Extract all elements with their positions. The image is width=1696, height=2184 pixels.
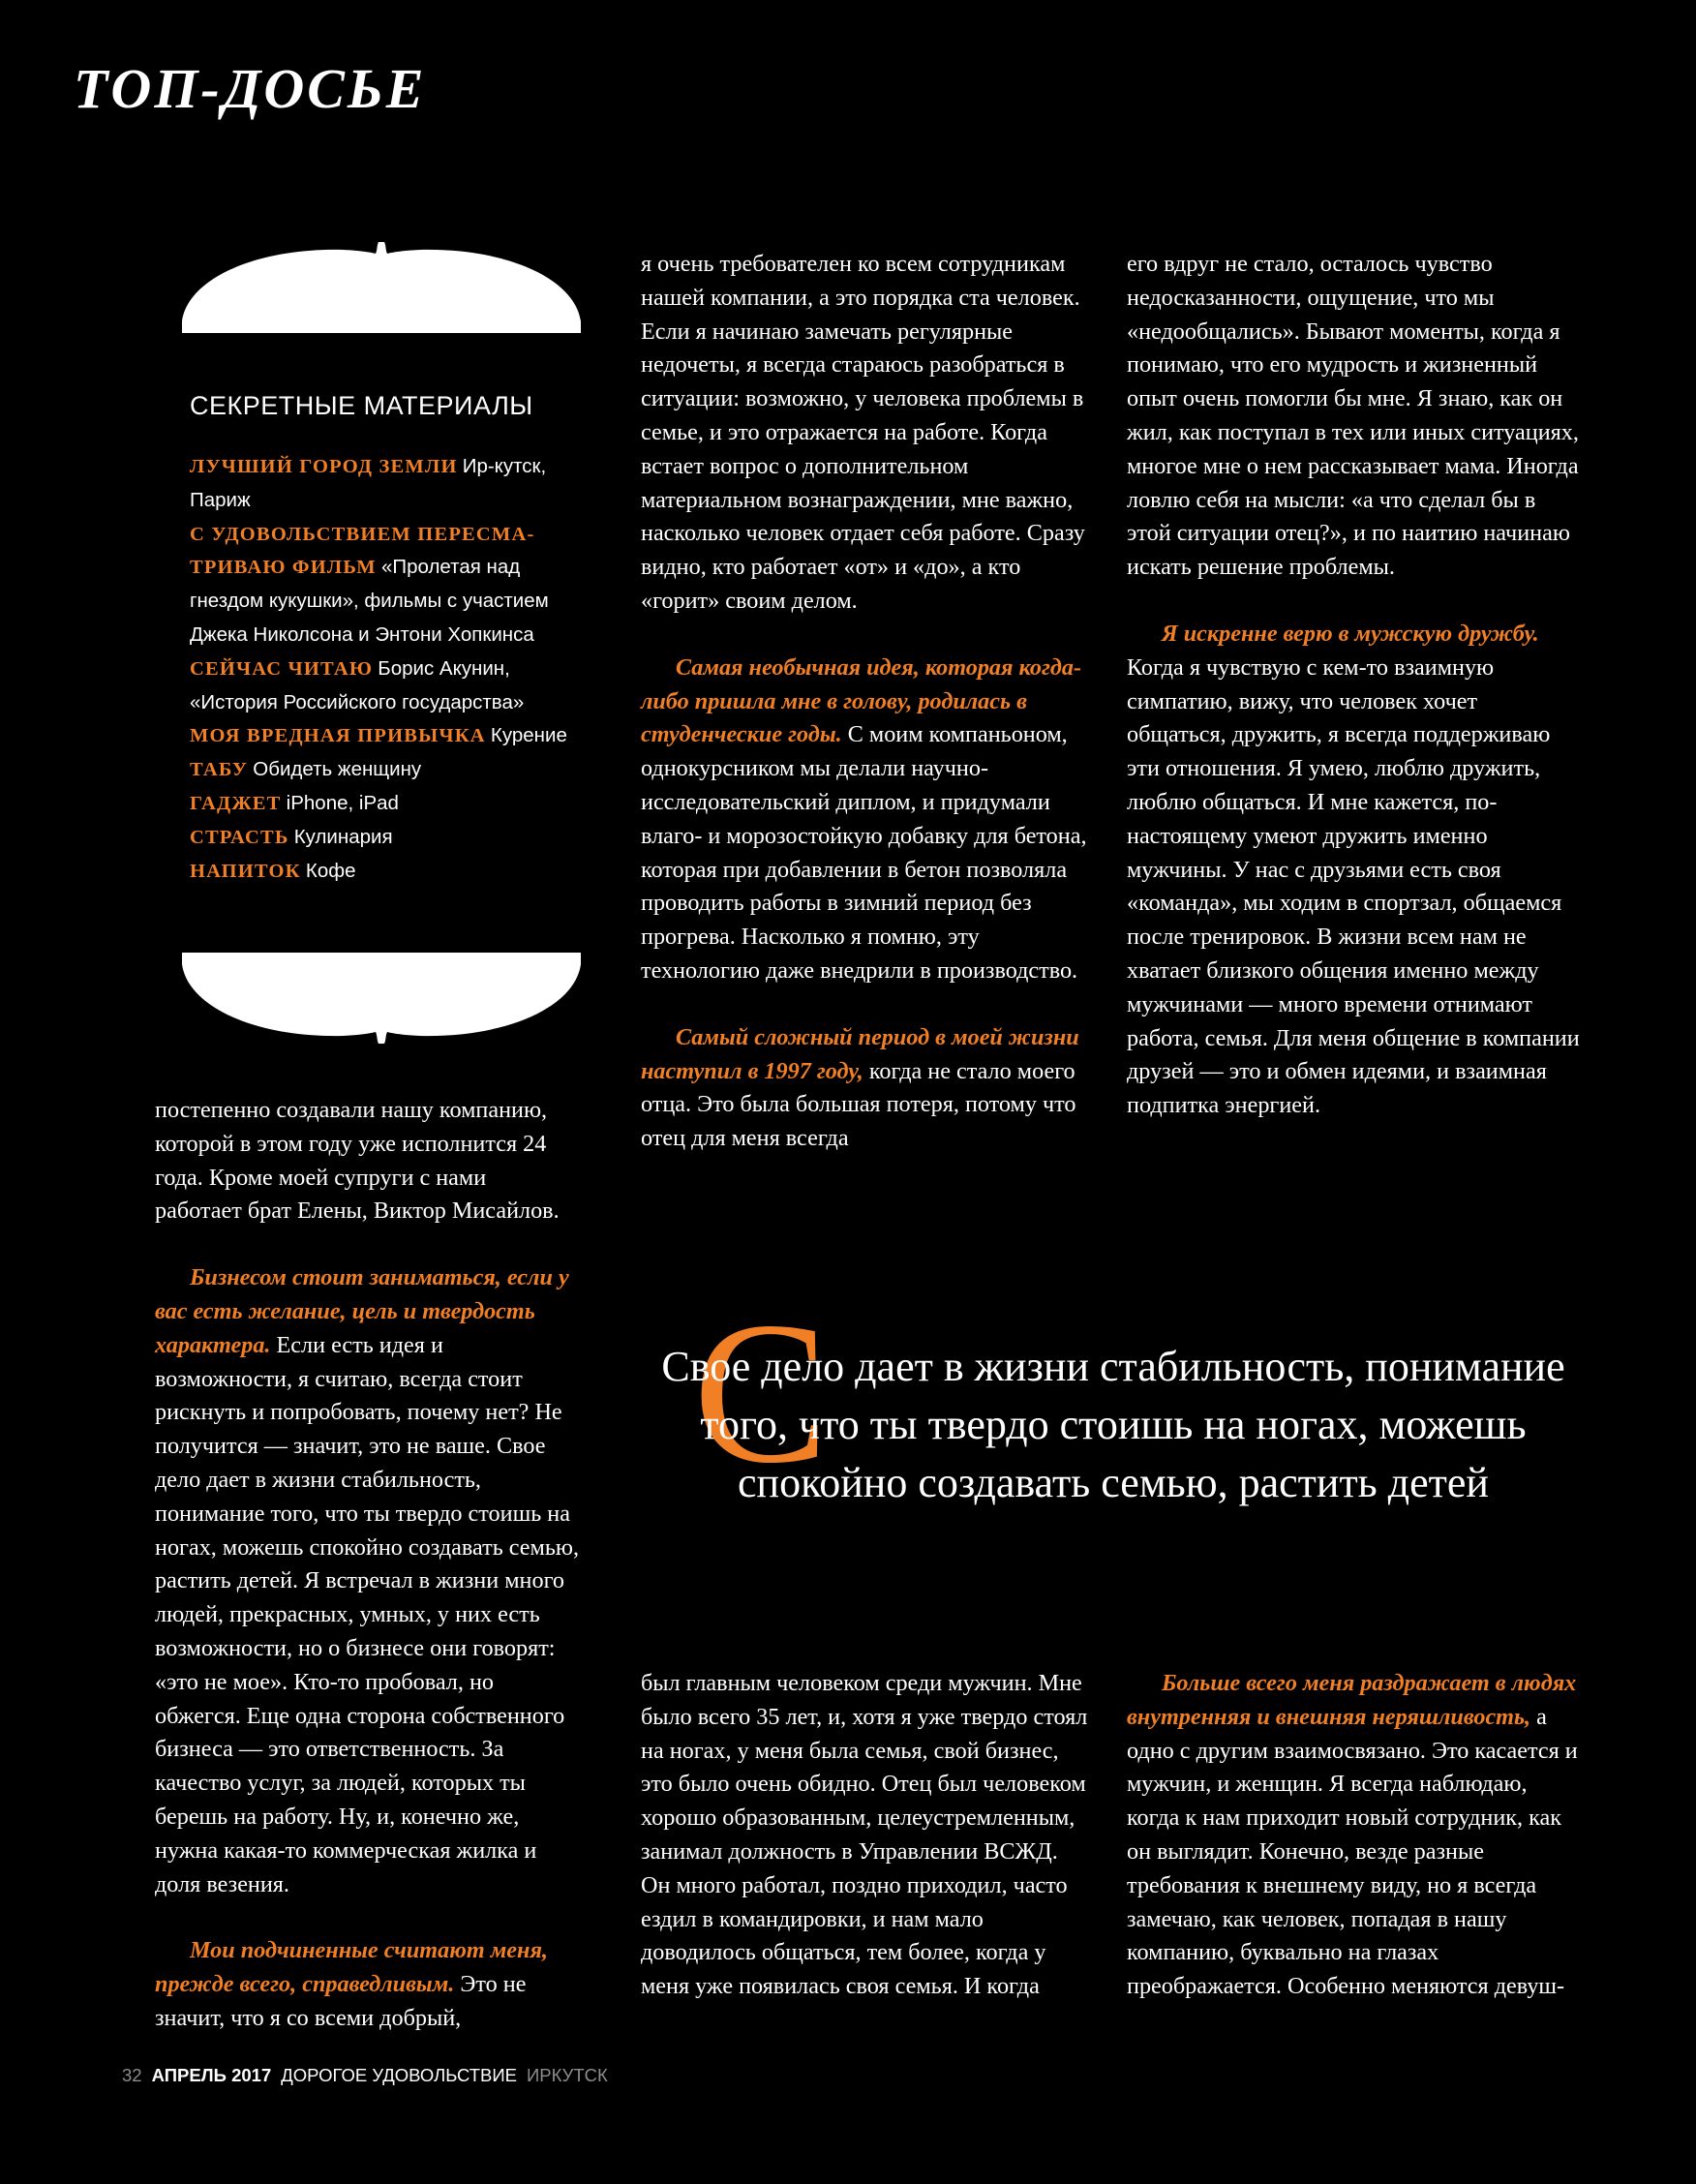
paragraph bbox=[155, 1934, 579, 2035]
fact-item bbox=[190, 450, 596, 518]
paragraph-text: Если есть идея и возможности, я считаю, всегда стоит рискнуть и попробовать, почему нет? Не получится — значит, это не ваше. Свое дело дает в жизни стабильность, понимание того, что ты твердо стоишь на ногах, можешь спокойно создавать семью, растить детей. Я встречал в жизни много людей, прекрасных, умных, у них есть возможности, но о бизнесе они говорят: «это не мое». Кто-то пробовал, но обжегся. Еще одна сторона собственного бизнеса — это ответственность. За качество услуг, за людей, которых ты берешь на работу. Ну, и, конечно же, нужна какая-то коммерческая жилка и доля везения. bbox=[155, 1331, 579, 1897]
facts-list bbox=[190, 450, 596, 888]
fact-key: ГАДЖЕТ bbox=[190, 792, 282, 814]
paragraph-lead: Самый сложный период в моей жизни наступил в 1997 году, bbox=[641, 1023, 1079, 1084]
fact-value: «Пролетая над гнездом кукушки», фильмы с участием Джека Николсона и Энтони Хопкинса bbox=[190, 556, 549, 646]
ornament-bottom bbox=[182, 953, 581, 1046]
issue-date: АПРЕЛЬ 2017 bbox=[151, 2065, 272, 2085]
pull-quote-text: Свое дело дает в жизни стабильность, понимание того, что ты твердо стоишь на ногах, можешь спокойно создавать семью, растить детей bbox=[661, 1343, 1565, 1506]
fact-item bbox=[190, 855, 596, 889]
page-footer bbox=[122, 2065, 608, 2086]
paragraph-lead: Бизнесом стоит заниматься, если у вас есть желание, цель и твердость характера. bbox=[155, 1264, 569, 1358]
fact-item bbox=[190, 719, 596, 753]
magazine-name: ДОРОГОЕ УДОВОЛЬСТВИЕ bbox=[281, 2065, 517, 2085]
paragraph-lead: Мои подчиненные считают меня, прежде всего, справедливым. bbox=[155, 1937, 548, 1998]
paragraph: его вдруг не стало, осталось чувство недосказанности, ощущение, что мы «недообщались». Бывают моменты, когда я понимаю, что его мудрость и жизненный опыт очень помогли бы мне. Я знаю, как он жил, как поступал в тех или иных ситуациях, многое мне о нем рассказывает мама. Иногда ловлю себя на мысли: «а что сделал бы в этой ситуации отец?», и по наитию начинаю искать решение проблемы. bbox=[1127, 251, 1579, 581]
paragraph-text: а одно с другим взаимосвязано. Это касается и мужчин, и женщин. Я всегда наблюдаю, когда к нам приходит новый сотрудник, как он выглядит. Конечно, везде разные требования к внешнему виду, но я всегда замечаю, как человек, попадая в нашу компанию, буквально на глазах преображается. Особенно меняются девуш- bbox=[1127, 1703, 1578, 2000]
fact-key: С УДОВОЛЬСТВИЕМ ПЕРЕСМА-ТРИВАЮ ФИЛЬМ bbox=[190, 523, 535, 579]
fact-key: ЛУЧШИЙ ГОРОД ЗЕМЛИ bbox=[190, 456, 458, 477]
fact-item bbox=[190, 787, 596, 821]
paragraph-text: когда не стало моего отца. Это была большая потеря, потому что отец для меня всегда bbox=[641, 1057, 1076, 1152]
ornament-top bbox=[182, 240, 581, 333]
column-middle-top bbox=[641, 248, 1088, 1156]
fact-item bbox=[190, 753, 596, 787]
fact-key: ТАБУ bbox=[190, 759, 249, 781]
fact-item bbox=[190, 821, 596, 855]
paragraph-lead: Самая необычная идея, которая когда-либо пришла мне в голову, родилась в студенческие годы. bbox=[641, 653, 1082, 748]
sidebar-title: СЕКРЕТНЫЕ МАТЕРИАЛЫ bbox=[190, 391, 533, 420]
paragraph bbox=[641, 1021, 1088, 1156]
paragraph-text: С моим компаньоном, однокурсником мы делали научно-исследовательский диплом, и придумали влаго- и морозостойкую добавку для бетона, которая при добавлении в бетон позволяла проводить работы в зимний период без прогрева. Насколько я помню, эту технологию даже внедрили в производство. bbox=[641, 721, 1087, 984]
paragraph bbox=[641, 652, 1088, 988]
fact-value: Кулинария bbox=[293, 825, 393, 848]
paragraph-text: Это не значит, что я со всеми добрый, bbox=[155, 1971, 527, 2031]
fact-value: Кофе bbox=[305, 859, 356, 882]
fact-key: НАПИТОК bbox=[190, 860, 301, 882]
paragraph-lead: Больше всего меня раздражает в людях внутренняя и внешняя неряшливость, bbox=[1127, 1670, 1577, 1730]
pull-quote-dropcap: С bbox=[693, 1281, 830, 1505]
fact-item bbox=[190, 518, 596, 652]
fact-value: Борис Акунин, «История Российского государства» bbox=[190, 656, 525, 713]
fact-value: iPhone, iPad bbox=[286, 791, 399, 814]
page-number: 32 bbox=[122, 2065, 142, 2085]
fact-item bbox=[190, 652, 596, 720]
paragraph: постепенно создавали нашу компанию, которой в этом году уже исполнится 24 года. Кроме моей супруги с нами работает брат Елены, Виктор Мисайлов. bbox=[155, 1097, 560, 1225]
paragraph bbox=[1127, 1667, 1582, 2004]
fact-key: СТРАСТЬ bbox=[190, 826, 289, 848]
fact-value: Обидеть женщину bbox=[253, 758, 422, 781]
column-right-bottom bbox=[1127, 1667, 1582, 2004]
fact-key: СЕЙЧАС ЧИТАЮ bbox=[190, 657, 374, 680]
fact-key: МОЯ ВРЕДНАЯ ПРИВЫЧКА bbox=[190, 725, 486, 747]
paragraph: был главным человеком среди мужчин. Мне было всего 35 лет, и, хотя я уже твердо стоял на ногах, у меня была семья, свой бизнес, это было очень обидно. Отец был человеком хорошо образованным, целеустремленным, занимал должность в Управлении ВСЖД. Он много работал, поздно приходил, часто ездил в командировки, и нам мало доводилось общаться, тем более, когда у меня уже появилась своя семья. И когда bbox=[641, 1670, 1088, 2000]
paragraph bbox=[1127, 618, 1582, 1123]
paragraph: я очень требователен ко всем сотрудникам нашей компании, а это порядка ста человек. Если я начинаю замечать регулярные недочеты, я всегда стараюсь разобраться в ситуации: возможно, у человека проблемы в семье, и это отражается на работе. Когда встает вопрос о дополнительном материальном вознаграждении, мне важно, насколько человек отдает себя работе. Сразу видно, кто работает «от» и «до», а кто «горит» своим делом. bbox=[641, 251, 1085, 614]
paragraph bbox=[155, 1261, 579, 1901]
pull-quote bbox=[658, 1281, 1568, 1578]
fact-value: Курение bbox=[490, 724, 567, 747]
city-name: ИРКУТСК bbox=[526, 2065, 608, 2085]
column-left bbox=[155, 1094, 579, 2036]
column-middle-bottom bbox=[641, 1667, 1088, 2004]
column-right-top bbox=[1127, 248, 1582, 1123]
fact-value: Ир-кутск, Париж bbox=[190, 455, 547, 511]
section-title: ТОП-ДОСЬЕ bbox=[74, 57, 427, 120]
paragraph-text: Когда я чувствую с кем-то взаимную симпатию, вижу, что человек хочет общаться, дружить, я всегда поддерживаю эти отношения. Я умею, люблю дружить, люблю общаться. И мне кажется, по-настоящему умеют дружить именно мужчины. У нас с друзьями есть своя «команда», мы ходим в спортзал, общаемся после тренировок. В жизни всем нам не хватает близкого общения именно между мужчинами — много времени отнимают работа, семья. Для меня общение в компании друзей — это и обмен идеями, и взаимная подпитка энергией. bbox=[1127, 653, 1580, 1119]
paragraph-lead: Я искренне верю в мужскую дружбу. bbox=[1162, 620, 1539, 647]
